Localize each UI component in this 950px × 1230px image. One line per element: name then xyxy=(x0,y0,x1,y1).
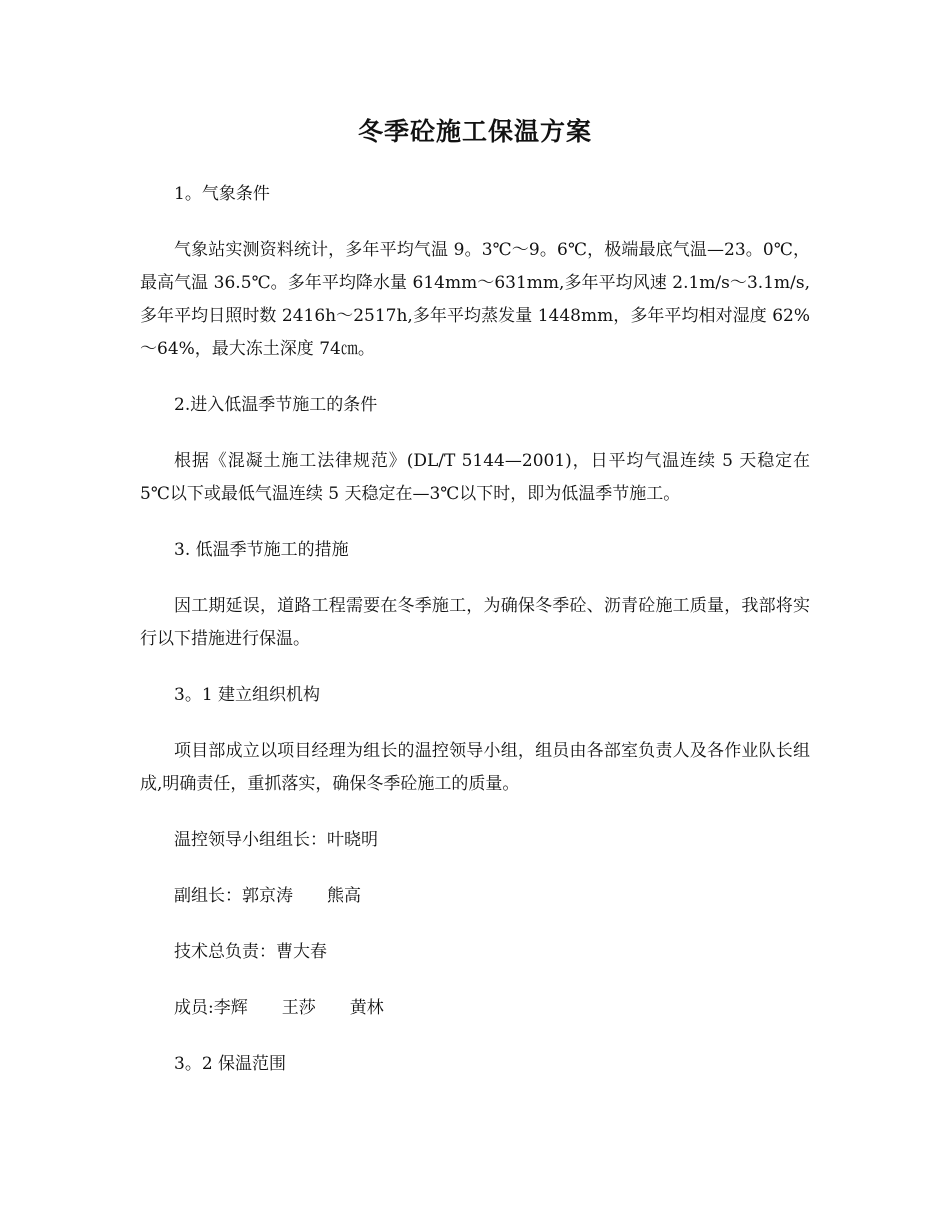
heading-insulation-scope: 3。2 保温范围 xyxy=(174,1054,287,1074)
team-leader-line: 温控领导小组组长：叶晓明 xyxy=(174,830,378,850)
paragraph-organization-description: 项目部成立以项目经理为组长的温控领导小组，组员由各部室负责人及各作业队长组成,明确责任，重抓落实，确保冬季砼施工的质量。 xyxy=(140,741,810,794)
document-body xyxy=(140,178,810,1104)
heading-organization: 3。1 建立组织机构 xyxy=(174,685,321,705)
heading-low-temperature-conditions: 2.进入低温季节施工的条件 xyxy=(174,395,378,415)
heading-low-temperature-measures: 3. 低温季节施工的措施 xyxy=(174,540,349,560)
members-line: 成员:李辉 王莎 黄林 xyxy=(174,998,384,1018)
document-title: 冬季砼施工保温方案 xyxy=(357,117,592,146)
heading-weather-conditions: 1。气象条件 xyxy=(174,184,270,204)
technical-lead-line: 技术总负责：曹大春 xyxy=(174,942,327,962)
paragraph-weather-statistics: 气象站实测资料统计，多年平均气温 9。3℃～9。6℃，极端最底气温—23。0℃，最高气温 36.5℃。多年平均降水量 614mm～631mm,多年平均风速 2.1m/s～3.1m/s,多年平均日照时数 2416h～2517h,多年平均蒸发量 1448mm，多年平均相对湿度 62%～64%，最大冻土深度 74㎝。 xyxy=(140,240,810,359)
paragraph-measures-intro: 因工期延误，道路工程需要在冬季施工，为确保冬季砼、沥青砼施工质量，我部将实行以下措施进行保温。 xyxy=(140,596,810,649)
paragraph-standard-reference: 根据《混凝土施工法律规范》(DL/T 5144—2001)，日平均气温连续 5 天稳定在 5℃以下或最低气温连续 5 天稳定在—3℃以下时，即为低温季节施工。 xyxy=(140,451,810,504)
deputy-leader-line: 副组长：郭京涛 熊高 xyxy=(174,886,361,906)
